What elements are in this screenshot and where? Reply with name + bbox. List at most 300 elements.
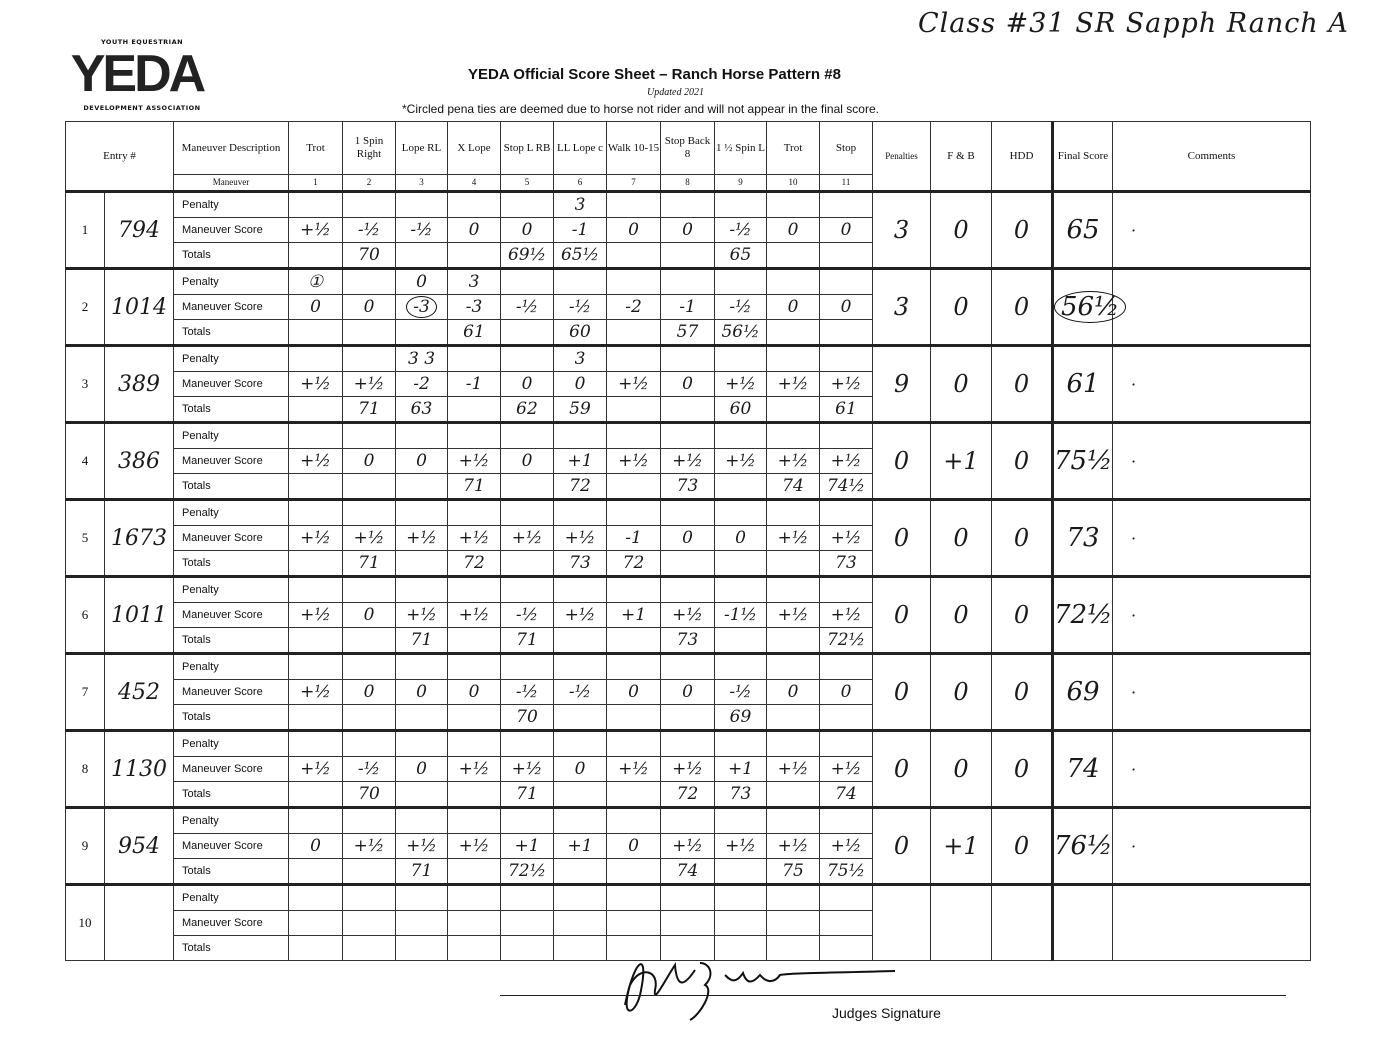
maneuver-score-cell: +½ (820, 757, 873, 782)
maneuver-score-cell: +½ (554, 526, 607, 551)
maneuver-score-cell: -1 (607, 526, 661, 551)
maneuver-penalty-cell (343, 731, 396, 757)
maneuver-totals-cell: 71 (448, 474, 501, 500)
entry-number: 7 (66, 655, 105, 729)
hdd-cell: 0 (992, 346, 1053, 423)
row-label: Penalty (174, 269, 289, 295)
penalties-header: Penalties (873, 122, 931, 192)
maneuver-totals-cell (554, 936, 607, 961)
maneuver-score-cell: +½ (820, 372, 873, 397)
entry-id: 954 (118, 833, 160, 859)
comment-cell: · (1113, 192, 1311, 269)
row-label: Maneuver Score (174, 911, 289, 936)
maneuver-totals-cell: 72½ (501, 859, 554, 885)
maneuver-penalty-cell (554, 269, 607, 295)
maneuver-totals-cell: 72 (448, 551, 501, 577)
row-label: Penalty (174, 808, 289, 834)
penalties-cell: 3 (873, 269, 931, 346)
maneuver-penalty-cell (396, 500, 448, 526)
row-label: Penalty (174, 577, 289, 603)
final-score-cell: 74 (1053, 731, 1113, 808)
entry-number (66, 192, 174, 269)
row-label: Maneuver Score (174, 757, 289, 782)
maneuver-score-cell: +½ (715, 834, 767, 859)
class-note: Class #31 SR Sapph Ranch A (918, 8, 1349, 39)
maneuver-score-cell (396, 911, 448, 936)
fb-cell: 0 (931, 269, 992, 346)
maneuver-totals-cell (767, 705, 820, 731)
maneuver-score-cell: +½ (767, 526, 820, 551)
maneuver-totals-cell (343, 320, 396, 346)
maneuver-score-cell: 0 (501, 449, 554, 474)
maneuver-score-cell: 0 (448, 218, 501, 243)
maneuver-totals-cell (607, 859, 661, 885)
maneuver-totals-cell: 57 (661, 320, 715, 346)
maneuver-number-10: 10 (767, 175, 820, 192)
maneuver-score-cell: +½ (343, 526, 396, 551)
maneuver-totals-cell (820, 243, 873, 269)
maneuver-score-cell: -2 (607, 295, 661, 320)
maneuver-score-cell: +½ (289, 603, 343, 628)
maneuver-penalty-cell (820, 269, 873, 295)
row-label: Penalty (174, 731, 289, 757)
fb-cell: 0 (931, 654, 992, 731)
maneuver-number-4: 4 (448, 175, 501, 192)
maneuver-penalty-cell (501, 500, 554, 526)
maneuver-header-5: Stop L RB (501, 122, 554, 175)
row-label: Penalty (174, 192, 289, 218)
maneuver-totals-cell: 59 (554, 397, 607, 423)
maneuver-score-cell: +½ (554, 603, 607, 628)
maneuver-penalty-cell (396, 885, 448, 911)
row-label: Totals (174, 320, 289, 346)
maneuver-totals-cell (607, 782, 661, 808)
maneuver-penalty-cell (607, 577, 661, 603)
entry-number: 9 (66, 809, 105, 883)
maneuver-totals-cell (448, 859, 501, 885)
maneuver-penalty-cell (448, 423, 501, 449)
maneuver-score-cell: +½ (767, 449, 820, 474)
maneuver-totals-cell (607, 474, 661, 500)
maneuver-score-cell: +1 (501, 834, 554, 859)
hdd-cell: 0 (992, 423, 1053, 500)
score-table (65, 121, 1311, 961)
maneuver-score-cell: +½ (289, 218, 343, 243)
comment-cell (1113, 885, 1311, 961)
maneuver-score-cell: +½ (820, 449, 873, 474)
comment-cell (1113, 269, 1311, 346)
fb-header: F & B (931, 122, 992, 192)
maneuver-totals-cell: 73 (661, 474, 715, 500)
maneuver-totals-cell: 72½ (820, 628, 873, 654)
maneuver-score-cell: +½ (715, 449, 767, 474)
maneuver-score-cell: +1 (715, 757, 767, 782)
maneuver-penalty-cell (343, 192, 396, 218)
maneuver-totals-cell: 61 (448, 320, 501, 346)
maneuver-score-cell: 0 (767, 680, 820, 705)
maneuver-penalty-cell (767, 192, 820, 218)
final-score-cell: 75½ (1053, 423, 1113, 500)
entry-penalty-row (66, 885, 1311, 911)
maneuver-totals-cell: 72 (554, 474, 607, 500)
maneuver-score-cell: 0 (820, 295, 873, 320)
maneuver-score-cell: -1 (661, 295, 715, 320)
maneuver-penalty-cell (715, 192, 767, 218)
row-label: Penalty (174, 423, 289, 449)
maneuver-totals-cell: 70 (343, 243, 396, 269)
maneuver-totals-cell (289, 320, 343, 346)
maneuver-penalty-cell (343, 577, 396, 603)
maneuver-header-9: 1 ½ Spin L (715, 122, 767, 175)
maneuver-score-cell (715, 911, 767, 936)
signature-label: Judges Signature (832, 1005, 941, 1021)
maneuver-number-11: 11 (820, 175, 873, 192)
maneuver-score-cell (767, 911, 820, 936)
maneuver-header-8: Stop Back 8 (661, 122, 715, 175)
maneuver-penalty-cell (343, 885, 396, 911)
final-score-cell: 76½ (1053, 808, 1113, 885)
fb-cell: 0 (931, 346, 992, 423)
maneuver-penalty-cell (607, 423, 661, 449)
maneuver-penalty-cell (820, 500, 873, 526)
maneuver-penalty-cell: 3 3 (396, 346, 448, 372)
maneuver-score-cell (607, 911, 661, 936)
hdd-cell: 0 (992, 269, 1053, 346)
maneuver-penalty-cell (715, 500, 767, 526)
final-score-cell: 65 (1053, 192, 1113, 269)
maneuver-penalty-cell (661, 654, 715, 680)
maneuver-score-cell: +½ (767, 834, 820, 859)
maneuver-totals-cell: 71 (343, 551, 396, 577)
maneuver-penalty-cell (343, 808, 396, 834)
maneuver-score-cell: +½ (661, 449, 715, 474)
maneuver-totals-cell (289, 782, 343, 808)
maneuver-penalty-cell (820, 808, 873, 834)
maneuver-penalty-cell (448, 654, 501, 680)
maneuver-penalty-cell: ① (289, 269, 343, 295)
comment-cell: · (1113, 500, 1311, 577)
maneuver-totals-cell (289, 243, 343, 269)
entry-penalty-row (66, 423, 1311, 449)
row-label: Penalty (174, 500, 289, 526)
maneuver-score-cell: 0 (343, 603, 396, 628)
entry-penalty-row (66, 808, 1311, 834)
maneuver-score-cell: +½ (501, 757, 554, 782)
maneuver-score-cell: 0 (767, 218, 820, 243)
maneuver-number-1: 1 (289, 175, 343, 192)
maneuver-penalty-cell (661, 423, 715, 449)
maneuver-totals-cell: 71 (501, 782, 554, 808)
row-label: Totals (174, 474, 289, 500)
maneuver-totals-cell (661, 243, 715, 269)
maneuver-score-cell: 0 (396, 680, 448, 705)
entry-penalty-row (66, 500, 1311, 526)
maneuver-totals-cell (767, 551, 820, 577)
maneuver-penalty-cell (820, 885, 873, 911)
penalties-cell: 0 (873, 731, 931, 808)
entry-id: 1130 (111, 756, 167, 782)
maneuver-penalty-cell (607, 192, 661, 218)
maneuver-penalty-cell (607, 346, 661, 372)
maneuver-score-cell: 0 (343, 680, 396, 705)
maneuver-penalty-cell (448, 885, 501, 911)
maneuver-header-2: 1 Spin Right (343, 122, 396, 175)
maneuver-totals-cell: 73 (554, 551, 607, 577)
row-label: Totals (174, 782, 289, 808)
maneuver-score-cell: +½ (661, 757, 715, 782)
maneuver-totals-cell: 70 (501, 705, 554, 731)
fb-cell: 0 (931, 577, 992, 654)
maneuver-totals-cell (448, 705, 501, 731)
maneuver-penalty-cell (501, 885, 554, 911)
maneuver-score-cell: +½ (448, 526, 501, 551)
maneuver-penalty-cell (396, 808, 448, 834)
maneuver-score-cell: +1 (554, 834, 607, 859)
maneuver-header-3: Lope RL (396, 122, 448, 175)
maneuver-penalty-cell (661, 192, 715, 218)
circled-penalty-note: *Circled pena ties are deemed due to horse not rider and will not appear in the final score. (402, 102, 879, 116)
maneuver-penalty-cell (661, 500, 715, 526)
entry-penalty-row (66, 654, 1311, 680)
entry-id: 1011 (111, 602, 167, 628)
maneuver-score-cell: +½ (396, 526, 448, 551)
maneuver-penalty-cell (661, 885, 715, 911)
maneuver-score-cell: +½ (396, 603, 448, 628)
entry-number: 6 (66, 578, 105, 652)
maneuver-score-cell: 0 (343, 449, 396, 474)
final-score-cell (1053, 885, 1113, 961)
entry-penalty-row (66, 577, 1311, 603)
maneuver-penalty-cell (396, 192, 448, 218)
maneuver-score-cell: +½ (715, 372, 767, 397)
entry-number (66, 500, 174, 577)
maneuver-score-cell: +½ (607, 372, 661, 397)
maneuver-score-cell: 0 (289, 834, 343, 859)
maneuver-penalty-cell (289, 346, 343, 372)
maneuver-totals-cell (501, 936, 554, 961)
maneuver-score-cell: 0 (289, 295, 343, 320)
maneuver-number-2: 2 (343, 175, 396, 192)
maneuver-number-3: 3 (396, 175, 448, 192)
maneuver-penalty-cell (501, 577, 554, 603)
row-label: Totals (174, 705, 289, 731)
entry-number (66, 423, 174, 500)
maneuver-score-cell: 0 (607, 218, 661, 243)
maneuver-score-cell: +1 (554, 449, 607, 474)
entry-number (66, 808, 174, 885)
maneuver-totals-cell (767, 782, 820, 808)
maneuver-score-cell (396, 295, 448, 320)
maneuver-totals-cell: 74½ (820, 474, 873, 500)
entry-id: 386 (118, 448, 160, 474)
maneuver-score-cell: -½ (396, 218, 448, 243)
maneuver-score-cell: 0 (554, 372, 607, 397)
comment-cell: · (1113, 346, 1311, 423)
maneuver-penalty-cell (396, 423, 448, 449)
maneuver-penalty-cell (554, 731, 607, 757)
row-label: Penalty (174, 346, 289, 372)
maneuver-totals-cell (289, 551, 343, 577)
entry-number: 3 (66, 347, 105, 421)
maneuver-score-cell: -½ (501, 680, 554, 705)
maneuver-totals-cell (715, 551, 767, 577)
maneuver-totals-cell: 75½ (820, 859, 873, 885)
entry-number: 1 (66, 193, 105, 267)
maneuver-totals-cell: 60 (554, 320, 607, 346)
maneuver-score-cell (661, 911, 715, 936)
maneuver-totals-cell (396, 551, 448, 577)
maneuver-penalty-cell: 3 (554, 346, 607, 372)
maneuver-number-7: 7 (607, 175, 661, 192)
entry-id: 389 (118, 371, 160, 397)
maneuver-penalty-cell (767, 808, 820, 834)
row-label: Maneuver Score (174, 218, 289, 243)
maneuver-score-cell: +½ (607, 449, 661, 474)
hdd-cell: 0 (992, 500, 1053, 577)
maneuver-totals-cell (607, 628, 661, 654)
row-label: Totals (174, 936, 289, 961)
maneuver-totals-cell (715, 474, 767, 500)
maneuver-totals-cell (396, 936, 448, 961)
maneuver-score-cell: +½ (289, 526, 343, 551)
penalties-cell: 0 (873, 423, 931, 500)
maneuver-header-1: Trot (289, 122, 343, 175)
maneuver-penalty-cell (767, 269, 820, 295)
maneuver-totals-cell: 72 (607, 551, 661, 577)
maneuver-penalty-cell (554, 885, 607, 911)
maneuver-score-cell: -½ (554, 295, 607, 320)
penalties-cell: 9 (873, 346, 931, 423)
maneuver-score-cell: 0 (554, 757, 607, 782)
maneuver-penalty-cell (501, 269, 554, 295)
signature-line (500, 995, 1286, 996)
row-label: Penalty (174, 885, 289, 911)
maneuver-header-4: X Lope (448, 122, 501, 175)
maneuver-totals-cell: 71 (501, 628, 554, 654)
entry-number (66, 269, 174, 346)
maneuver-totals-cell (554, 705, 607, 731)
maneuver-score-cell: +½ (661, 834, 715, 859)
maneuver-penalty-cell (343, 500, 396, 526)
comments-header: Comments (1113, 122, 1311, 192)
maneuver-score-cell: +½ (448, 834, 501, 859)
hdd-cell: 0 (992, 192, 1053, 269)
maneuver-totals-cell: 63 (396, 397, 448, 423)
maneuver-totals-cell (448, 782, 501, 808)
maneuver-label: Maneuver (174, 175, 289, 192)
maneuver-score-cell: +½ (396, 834, 448, 859)
maneuver-penalty-cell (820, 346, 873, 372)
maneuver-penalty-cell (289, 192, 343, 218)
hdd-cell (992, 885, 1053, 961)
entry-number: 5 (66, 501, 105, 575)
maneuver-penalty-cell (715, 423, 767, 449)
maneuver-penalty-cell (607, 731, 661, 757)
maneuver-penalty-cell (607, 654, 661, 680)
maneuver-totals-cell (448, 397, 501, 423)
maneuver-score-cell: +½ (448, 603, 501, 628)
maneuver-penalty-cell (715, 731, 767, 757)
maneuver-penalty-cell (607, 500, 661, 526)
maneuver-penalty-cell (715, 885, 767, 911)
fb-cell: +1 (931, 808, 992, 885)
comment-cell: · (1113, 577, 1311, 654)
maneuver-penalty-cell (289, 731, 343, 757)
maneuver-number-5: 5 (501, 175, 554, 192)
maneuver-totals-cell (396, 705, 448, 731)
row-label: Totals (174, 551, 289, 577)
maneuver-score-cell: 0 (715, 526, 767, 551)
maneuver-totals-cell: 74 (820, 782, 873, 808)
maneuver-totals-cell (289, 936, 343, 961)
maneuver-penalty-cell (820, 192, 873, 218)
maneuver-penalty-cell (661, 346, 715, 372)
maneuver-totals-cell (343, 474, 396, 500)
entry-number (66, 731, 174, 808)
maneuver-score-cell: 0 (501, 372, 554, 397)
maneuver-score-cell: +½ (661, 603, 715, 628)
entry-number: 2 (66, 270, 105, 344)
maneuver-score-cell: +½ (767, 603, 820, 628)
maneuver-penalty-cell (448, 500, 501, 526)
maneuver-penalty-cell (715, 654, 767, 680)
row-label: Maneuver Score (174, 526, 289, 551)
maneuver-score-cell: -3 (448, 295, 501, 320)
maneuver-penalty-cell (554, 577, 607, 603)
maneuver-penalty-cell (715, 269, 767, 295)
maneuver-penalty-cell (715, 577, 767, 603)
logo-big-text: YEDA (70, 45, 204, 103)
maneuver-score-cell: -½ (343, 757, 396, 782)
maneuver-penalty-cell (661, 577, 715, 603)
logo-bottom-text: DEVELOPMENT ASSOCIATION (83, 104, 201, 112)
maneuver-totals-cell: 73 (820, 551, 873, 577)
maneuver-score-cell: -1½ (715, 603, 767, 628)
maneuver-penalty-cell (501, 808, 554, 834)
maneuver-penalty-cell (343, 654, 396, 680)
maneuver-totals-cell (343, 859, 396, 885)
entry-number: 4 (66, 424, 105, 498)
maneuver-score-cell: 0 (343, 295, 396, 320)
maneuver-score-cell: +½ (448, 449, 501, 474)
maneuver-penalty-cell (820, 577, 873, 603)
penalties-cell: 0 (873, 500, 931, 577)
final-score-cell: 72½ (1053, 577, 1113, 654)
maneuver-penalty-cell (396, 731, 448, 757)
updated-note: Updated 2021 (647, 87, 704, 98)
entry-number (66, 885, 174, 961)
maneuver-penalty-cell (501, 654, 554, 680)
row-label: Maneuver Score (174, 449, 289, 474)
maneuver-score-cell: 0 (820, 680, 873, 705)
maneuver-score-cell: -1 (448, 372, 501, 397)
entry-id: 1673 (111, 525, 167, 551)
maneuver-score-cell: +½ (289, 449, 343, 474)
maneuver-totals-cell (448, 628, 501, 654)
maneuver-totals-cell (289, 859, 343, 885)
maneuver-score-cell (501, 911, 554, 936)
maneuver-penalty-cell (501, 423, 554, 449)
maneuver-score-cell: -½ (343, 218, 396, 243)
maneuver-totals-cell (607, 397, 661, 423)
maneuver-totals-cell (767, 243, 820, 269)
maneuver-score-cell (820, 911, 873, 936)
maneuver-totals-cell (396, 320, 448, 346)
maneuver-penalty-cell (607, 808, 661, 834)
maneuver-totals-cell: 69 (715, 705, 767, 731)
entry-header: Entry # (66, 122, 174, 192)
maneuver-header-11: Stop (820, 122, 873, 175)
